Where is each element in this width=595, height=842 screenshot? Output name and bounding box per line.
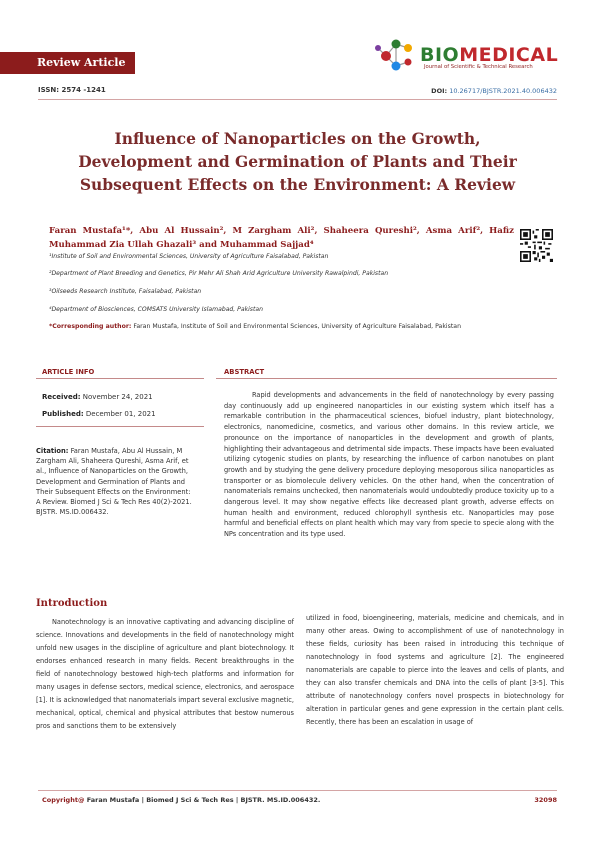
logo-wordmark: BIOMEDICAL: [420, 44, 559, 66]
affiliation: ¹Institute of Soil and Environmental Sciences, University of Agriculture Faisalabad, Pakistan: [49, 253, 329, 260]
affiliation: ³Oilseeds Research Institute, Faisalabad, Pakistan: [49, 288, 202, 295]
body-column-right: utilized in food, bioengineering, materials, medicine and chemicals, and in many other areas. Owing to accomplishment of use of nanotechnology in these fields, curiosity has been raised in introducing this technique of nanotechnology in food systems and agriculture [2]. The engineered nanomaterials are capable to pierce into the leaves and cells of plants, and they can also transfer chemicals and DNA into the cells of plant [3-5]. This attribute of nanotechnology confers novel prospects in biotechnology for alteration in particular genes and gene expression in the certain plant cells. Recently, there has been an escalation in usage of: [306, 614, 564, 726]
doi-link[interactable]: 10.26717/BJSTR.2021.40.006432: [449, 87, 557, 95]
title-line: Influence of Nanoparticles on the Growth,: [114, 129, 481, 148]
logo-tagline: Journal of Scientific & Technical Research: [424, 64, 533, 70]
abstract-heading: ABSTRACT: [224, 368, 265, 376]
journal-logo[interactable]: [372, 36, 572, 76]
footer-copyright: Copyright@ Faran Mustafa | Biomed J Sci & Tech Res | BJSTR. MS.ID.006432.: [42, 796, 321, 804]
article-info-divider: [36, 378, 204, 379]
introduction-heading: Introduction: [36, 598, 108, 609]
header-divider: [38, 99, 557, 100]
body-column-left: Nanotechnology is an innovative captivating and advancing discipline of science. Innovations and developments in the field of nanotechnology might unfold new usages in the discipline of agriculture and plant biotechnology. It endorses enhanced research in many fields. Recent breakthroughs in the field of nanotechnology bestowed high-tech platforms and information for many usages in defense sectors, medical science, electronics, and aerospace [1]. It is acknowledged that nanomaterials impart several exclusive magnetic, mechanical, optical, chemical and physical attributes that bestow numerous pros and sanctions them to be extensively: [36, 618, 294, 730]
footer-divider: [38, 790, 557, 791]
abstract-divider: [216, 378, 557, 379]
article-info-divider: [36, 426, 204, 427]
article-type-banner: Review Article: [0, 52, 135, 74]
received-date: Received: November 24, 2021: [42, 393, 153, 401]
page-number: 32098: [534, 796, 557, 804]
citation: Citation: Faran Mustafa, Abu Al Hussain, M Zargham Ali, Shaheera Qureshi, Asma Arif, et al., Influence of Nanoparticles on the Growth, Development and Germination of Plants and Their Subsequent Effects on the Environment: A Review. Biomed J Sci & Tech Res 40(2)-2021. BJSTR. MS.ID.006432.: [36, 447, 192, 517]
title-line: Subsequent Effects on the Environment: A Review: [79, 175, 516, 194]
author-list: Faran Mustafa¹*, Abu Al Hussain², M Zargham Ali², Shaheera Qureshi², Asma Arif², Hafiz Muhammad Zia Ullah Ghazali³ and Muhammad Sajjad⁴: [49, 226, 514, 250]
article-title: [45, 127, 550, 196]
title-line: Development and Germination of Plants and Their: [78, 152, 517, 171]
published-date: Published: December 01, 2021: [42, 410, 156, 418]
affiliation: ²Department of Plant Breeding and Genetics, Pir Mehr Ali Shah Arid Agriculture University Rawalpindi, Pakistan: [49, 270, 389, 277]
affiliation: ⁴Department of Biosciences, COMSATS University Islamabad, Pakistan: [49, 306, 263, 313]
issn: ISSN: 2574 -1241: [38, 86, 106, 94]
abstract-text: Rapid developments and advancements in the field of nanotechnology by every passing day continuously add up engineered nanoparticles in our existing system which itself has a remarkable contribution in the pharmaceutical sciences, biofuel industry, plant biotechnology, electronics, nanomedicine, cosmetics, and various other domains. In this review article, we pronounce on the importance of nanoparticles in the development and growth of plants, highlighting their advantageous and detrimental side impacts. These impacts have been evaluated utilizing cytogenic studies on plants, by researching the influence of carbon nanotubes on plant growth and by studying the gene delivery procedure deploying mesoporous silica nanoparticles as transporter or as biomolecule delivery vehicles. On the other hand, when the concentration of nanomaterials remains unchecked, then nanomaterials would undoubtedly produce toxicity up to a dangerous level. It may show negative effects like decreased plant growth, adverse effects on human health and environment, reduced chlorophyll synthesis etc. Nanoparticles may pose harmful and beneficial effects on plant health which may vary from specie to specie along with the NPs concentration and its type used.: [224, 391, 554, 539]
doi: DOI: 10.26717/BJSTR.2021.40.006432: [431, 87, 557, 95]
article-info-heading: ARTICLE INFO: [42, 368, 95, 376]
qr-code-icon: [520, 229, 553, 262]
molecule-logo-icon: [372, 36, 418, 76]
corresponding-author: *Corresponding author: Faran Mustafa, Institute of Soil and Environmental Sciences, University of Agriculture Faisalabad, Pakistan: [49, 323, 462, 330]
